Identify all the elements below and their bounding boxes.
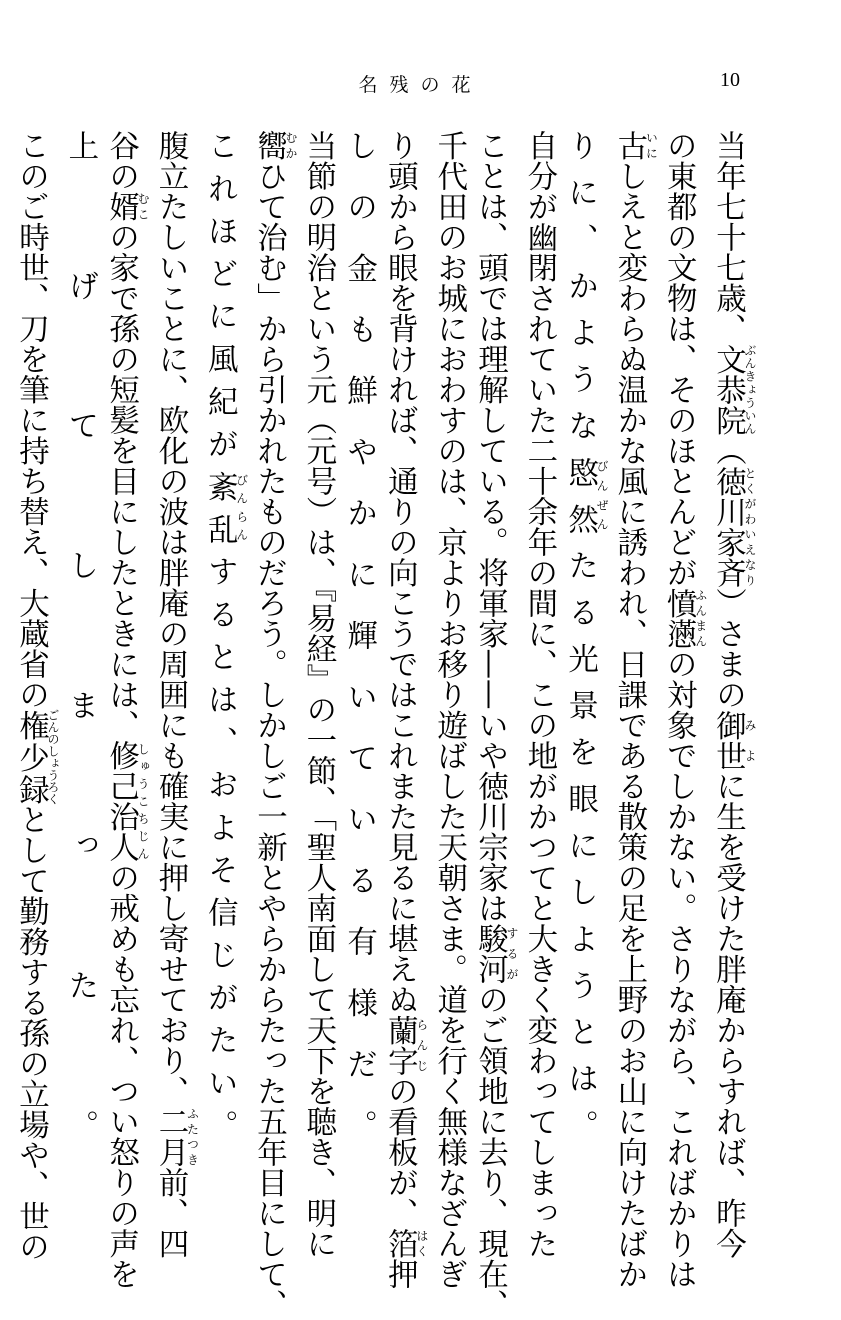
ruby-word [382, 1228, 429, 1259]
ruby-word [661, 587, 708, 649]
furigana: びんぜん [595, 456, 610, 534]
text-run: 当節の明治という元（元号）は、『易経』の一節、「聖人南面して天下を聴き、明に [300, 130, 336, 1259]
ruby-word [382, 1014, 429, 1076]
furigana: びんらん [234, 470, 249, 544]
text-run: の家で孫の短髪を目にしたときには、 [103, 221, 139, 740]
text-run: ）さまの [710, 587, 746, 710]
text-run: 当年七十七歳、 [710, 130, 746, 344]
furigana: するが [505, 923, 520, 984]
ruby-word [710, 465, 757, 588]
text-line [559, 130, 608, 1140]
text-line [100, 130, 151, 1289]
ruby-word [103, 191, 151, 222]
text-run: 自分が幽閉されていた二十余年の間に、この地がかつてと大きく変わってしまった [521, 130, 557, 1259]
furigana: しゅうこちじん [136, 740, 151, 862]
text-run: 前、四 [152, 1167, 188, 1259]
text-run: しの金も鮮やかに輝いている有様だ。 [341, 130, 377, 1140]
text-run: のご領地に去り、現在、 [472, 984, 508, 1320]
furigana: ふたつき [185, 1106, 200, 1167]
ruby-word [251, 130, 299, 161]
text-run: の看板が、 [382, 1075, 418, 1228]
furigana: ぶんきょういん [743, 343, 757, 435]
ruby-word [710, 343, 757, 436]
text-line [297, 130, 338, 1259]
furigana: はく [414, 1228, 429, 1259]
text-run: の東都の文物は、そのほとんどが [661, 130, 697, 588]
furigana: とくがわいえなり [743, 465, 757, 588]
ruby-word [13, 708, 61, 805]
text-line [707, 130, 757, 1259]
furigana: いに [644, 130, 659, 161]
ruby-base: 二月 [152, 1106, 188, 1167]
ruby-base: 駿河 [472, 923, 508, 984]
text-line [10, 130, 61, 1262]
text-line [608, 130, 659, 1289]
ruby-word [710, 709, 757, 771]
furigana: みよ [743, 709, 757, 771]
text-run: に生を受けた胖庵からすれば、昨今 [710, 770, 746, 1259]
text-run: りに、かような [562, 130, 598, 457]
text-run: しえと変わらぬ温かな風に誘われ、日課である散策の足を上野のお山に向けたばか [611, 160, 647, 1289]
text-run: ひて治む」から引かれたものだろう。しかしご一新とやらからたった五年目にして、 [251, 160, 287, 1320]
ruby-base: 憤懣 [661, 587, 697, 649]
furigana: らんじ [414, 1014, 429, 1076]
text-run: これほどに風紀が [202, 130, 238, 471]
furigana: むこ [136, 191, 151, 222]
ruby-word [103, 740, 151, 862]
ruby-base: 愍然 [562, 456, 598, 550]
text-line [149, 130, 200, 1259]
furigana: むか [284, 130, 299, 161]
text-line [518, 130, 559, 1259]
ruby-base: 紊乱 [202, 470, 238, 556]
ruby-word [472, 923, 520, 984]
text-run: するとは、およそ信じがたい。 [202, 555, 238, 1141]
ruby-base: 徳川家斉 [710, 465, 746, 588]
ruby-word [611, 130, 659, 161]
text-line [428, 130, 469, 1289]
ruby-word [562, 456, 610, 550]
text-run: 上げてしまった。 [62, 130, 98, 1140]
ruby-base: 箔 [382, 1228, 418, 1259]
ruby-base: 権少録 [13, 708, 49, 805]
text-run: の戒めも忘れ、つい怒りの声を [103, 862, 139, 1289]
text-run: （ [710, 435, 746, 466]
ruby-base: 蘭字 [382, 1014, 418, 1076]
text-line [379, 130, 429, 1289]
text-line [338, 130, 379, 1140]
text-line [198, 130, 247, 1140]
text-line [657, 130, 708, 1289]
text-line [248, 130, 299, 1320]
text-line [59, 130, 100, 1140]
text-run: たる光景を眼にしようとは。 [562, 549, 598, 1141]
ruby-base: 御世 [710, 709, 746, 771]
ruby-base: 婿 [103, 191, 139, 222]
text-line [469, 130, 520, 1320]
body-text [13, 130, 757, 1320]
running-title: 名残の花 [358, 74, 483, 96]
text-run: 押 [382, 1258, 418, 1289]
text-run: 腹立たしいことに、欧化の波は胖庵の周囲にも確実に押し寄せており、 [152, 130, 188, 1106]
ruby-base: 古 [611, 130, 647, 161]
ruby-base: 文恭院 [710, 343, 746, 435]
text-run: このご時世、刀を筆に持ち替え、大蔵省の [13, 130, 49, 710]
furigana: ふんまん [693, 587, 708, 649]
text-run: の対象でしかない。さりながら、こればかりは [661, 648, 697, 1289]
ruby-base: 修己治人 [103, 740, 139, 862]
ruby-word [202, 470, 249, 556]
page-number: 10 [720, 69, 740, 91]
text-run: として勤務する孫の立場や、世の [13, 804, 49, 1262]
text-run: り頭から眼を背ければ、通りの向こうではこれまた見るに堪えぬ [382, 130, 418, 1015]
text-run: ことは、頭では理解している。将軍家——いや徳川宗家は [472, 130, 508, 923]
ruby-base: 嚮 [251, 130, 287, 161]
ruby-word [152, 1106, 200, 1167]
text-run: 谷の [103, 130, 139, 191]
furigana: ごんのしょうろく [46, 708, 61, 805]
text-run: 千代田のお城におわすのは、京よりお移り遊ばした天朝さま。道を行く無様なざんぎ [431, 130, 467, 1289]
